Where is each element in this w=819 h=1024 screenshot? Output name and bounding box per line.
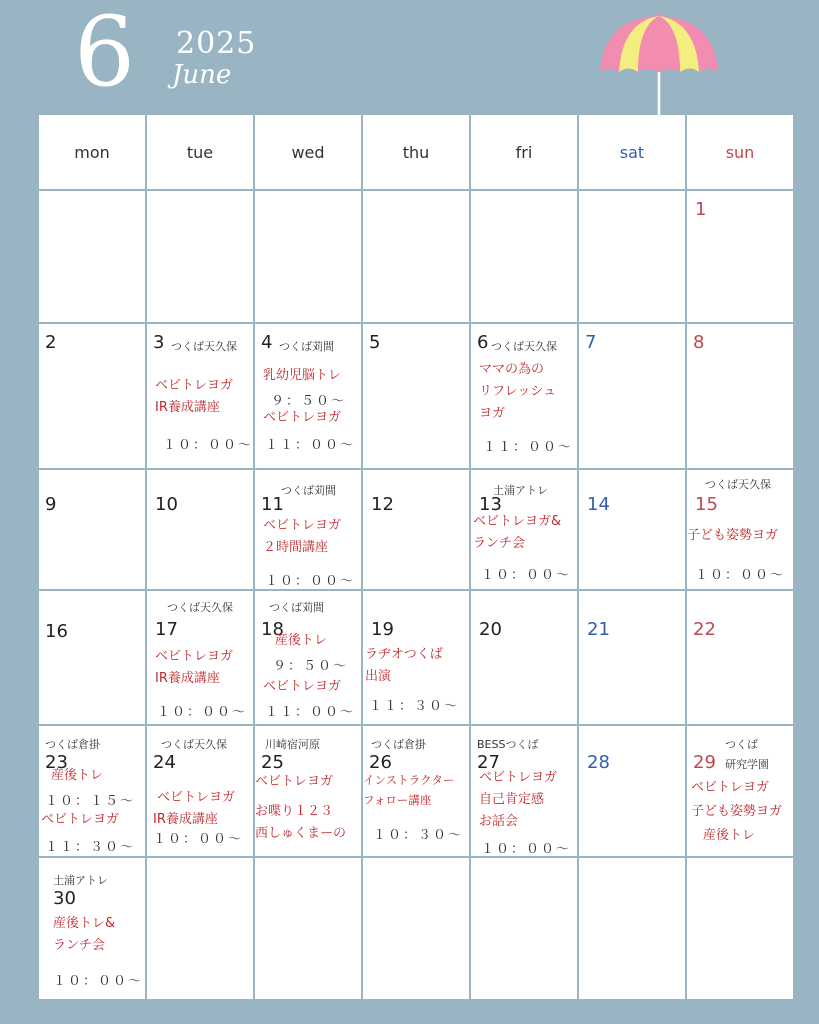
event-title: 出演 [365, 669, 392, 684]
day-number: 22 [693, 619, 716, 640]
weekday-sat: sat [579, 115, 685, 189]
weekday-fri: fri [471, 115, 577, 189]
day-cell-23[interactable] [39, 726, 145, 856]
month-name: June [172, 60, 232, 90]
day-cell-empty [579, 858, 685, 999]
event-title: ベビトレヨガ [155, 378, 234, 393]
event-title: 西しゅくまーの [255, 826, 347, 841]
day-cell-2[interactable] [39, 324, 145, 468]
day-cell-19[interactable] [363, 591, 469, 724]
event-time: ９：５０～ [273, 659, 349, 674]
day-number: 4 [261, 332, 273, 353]
event-title: IR養成講座 [153, 812, 218, 827]
event-title: 子ども姿勢ヨガ [687, 528, 779, 543]
day-cell-26[interactable] [363, 726, 469, 856]
event-location: つくば天久保 [167, 601, 233, 614]
day-number: 11 [261, 494, 284, 515]
day-number: 19 [371, 619, 394, 640]
day-cell-empty [471, 191, 577, 322]
event-location: つくば苅間 [281, 484, 336, 497]
day-number: 20 [479, 619, 502, 640]
day-number: 26 [369, 752, 392, 773]
event-location: つくば天久保 [491, 340, 557, 353]
day-number: 27 [477, 752, 500, 773]
day-cell-empty [363, 191, 469, 322]
event-location: つくば天久保 [171, 340, 237, 353]
event-time: １０：００～ [481, 568, 572, 583]
day-number: 24 [153, 752, 176, 773]
day-number: 21 [587, 619, 610, 640]
day-number: 17 [155, 619, 178, 640]
event-time: ９：５０～ [271, 394, 347, 409]
weekday-sun: sun [687, 115, 793, 189]
event-time: １１：００～ [265, 705, 356, 720]
day-cell-7[interactable] [579, 324, 685, 468]
day-cell-13[interactable] [471, 470, 577, 589]
event-title: 乳幼児脳トレ [263, 368, 342, 383]
event-location: つくば天久保 [705, 478, 771, 491]
event-title: ベビトレヨガ& [473, 514, 562, 529]
event-title: ママの為の [479, 362, 545, 377]
day-cell-1[interactable] [687, 191, 793, 322]
day-cell-empty [255, 191, 361, 322]
day-cell-3[interactable] [147, 324, 253, 468]
day-number: 16 [45, 621, 68, 642]
day-cell-empty [471, 858, 577, 999]
event-title: 子ども姿勢ヨガ [691, 804, 783, 819]
weekday-wed: wed [255, 115, 361, 189]
event-title: 産後トレ [275, 633, 328, 648]
event-title: ランチ会 [53, 938, 106, 953]
day-cell-17[interactable] [147, 591, 253, 724]
event-title: ヨガ [479, 406, 506, 421]
day-cell-21[interactable] [579, 591, 685, 724]
day-number: 28 [587, 752, 610, 773]
weekday-tue: tue [147, 115, 253, 189]
event-title: インストラクター [363, 773, 455, 787]
day-number: 8 [693, 332, 705, 353]
event-time: １０：３０～ [373, 828, 464, 843]
day-cell-24[interactable] [147, 726, 253, 856]
event-location: BESSつくば [477, 738, 539, 751]
event-title: 自己肯定感 [479, 792, 545, 807]
day-cell-empty [255, 858, 361, 999]
calendar-header [0, 0, 819, 116]
year: 2025 [176, 26, 257, 61]
event-time: １１：３０～ [45, 840, 136, 855]
event-title: ベビトレヨガ [263, 679, 342, 694]
day-cell-9[interactable] [39, 470, 145, 589]
day-cell-20[interactable] [471, 591, 577, 724]
day-number: 15 [695, 494, 718, 515]
event-time: １０：００～ [157, 705, 248, 720]
event-location: つくば倉掛 [371, 738, 426, 751]
day-number: 29 [693, 752, 716, 773]
event-title: リフレッシュ [479, 384, 557, 399]
event-title: お喋り１２３ [255, 804, 334, 819]
event-title: IR養成講座 [155, 400, 220, 415]
event-title: ベビトレヨガ [155, 649, 234, 664]
day-cell-12[interactable] [363, 470, 469, 589]
day-cell-18[interactable] [255, 591, 361, 724]
day-cell-10[interactable] [147, 470, 253, 589]
event-title: フォロー講座 [363, 793, 432, 807]
day-cell-27[interactable] [471, 726, 577, 856]
day-cell-4[interactable] [255, 324, 361, 468]
event-title: 産後トレ& [53, 916, 116, 931]
day-cell-empty [147, 858, 253, 999]
day-number: 12 [371, 494, 394, 515]
event-time: １０：００～ [695, 568, 786, 583]
event-time: １０：００～ [53, 974, 144, 989]
event-location: 土浦アトレ [493, 484, 548, 497]
day-cell-30[interactable] [39, 858, 145, 999]
event-location: つくば天久保 [161, 738, 227, 751]
event-location: つくば苅間 [279, 340, 334, 353]
day-cell-16[interactable] [39, 591, 145, 724]
event-title: ベビトレヨガ [479, 770, 558, 785]
event-time: １１：００～ [483, 440, 574, 455]
event-time: １０：００～ [163, 438, 253, 453]
day-number: 3 [153, 332, 165, 353]
day-number: 5 [369, 332, 381, 353]
day-number: 1 [695, 199, 707, 220]
event-title: ベビトレヨガ [255, 774, 334, 789]
event-location: 土浦アトレ [53, 874, 108, 887]
event-time: １０：００～ [265, 574, 356, 589]
calendar-grid [39, 115, 788, 999]
event-title: ランチ会 [473, 536, 526, 551]
day-cell-empty [39, 191, 145, 322]
day-number: 18 [261, 619, 284, 640]
day-cell-29[interactable] [687, 726, 793, 856]
day-cell-empty [363, 858, 469, 999]
day-cell-15[interactable] [687, 470, 793, 589]
day-number: 9 [45, 494, 57, 515]
day-number: 7 [585, 332, 597, 353]
event-title: ベビトレヨガ [41, 812, 120, 827]
day-number: 2 [45, 332, 57, 353]
event-title: ベビトレヨガ [691, 780, 770, 795]
event-location: つくば苅間 [269, 601, 324, 614]
day-number: 14 [587, 494, 610, 515]
event-title: お話会 [479, 814, 519, 829]
day-cell-5[interactable] [363, 324, 469, 468]
weekday-thu: thu [363, 115, 469, 189]
day-number: 30 [53, 888, 76, 909]
event-time: １１：３０～ [369, 699, 460, 714]
day-cell-11[interactable] [255, 470, 361, 589]
event-title: ベビトレヨガ [263, 410, 342, 425]
event-title: ２時間講座 [263, 540, 329, 555]
event-title: 産後トレ [51, 768, 104, 783]
day-cell-empty [687, 858, 793, 999]
day-number: 13 [479, 494, 502, 515]
day-number: 6 [477, 332, 489, 353]
weekday-mon: mon [39, 115, 145, 189]
event-title: ベビトレヨガ [157, 790, 236, 805]
event-time: １１：００～ [265, 438, 356, 453]
event-location: つくば [725, 738, 758, 751]
day-cell-8[interactable] [687, 324, 793, 468]
day-cell-6[interactable] [471, 324, 577, 468]
event-location: 川崎宿河原 [265, 738, 320, 751]
event-location: 研究学園 [725, 758, 769, 771]
day-cell-22[interactable] [687, 591, 793, 724]
event-title: ベビトレヨガ [263, 518, 342, 533]
event-time: １０：１５～ [45, 794, 136, 809]
month-number: 6 [74, 0, 136, 108]
event-title: ラヂオつくば [365, 647, 443, 662]
event-time: １０：００～ [481, 842, 572, 856]
day-cell-25[interactable] [255, 726, 361, 856]
day-number: 10 [155, 494, 178, 515]
day-cell-14[interactable] [579, 470, 685, 589]
day-cell-empty [579, 191, 685, 322]
event-title: 産後トレ [703, 828, 756, 843]
event-location: つくば倉掛 [45, 738, 100, 751]
day-cell-28[interactable] [579, 726, 685, 856]
day-cell-empty [147, 191, 253, 322]
day-number: 25 [261, 752, 284, 773]
event-title: IR養成講座 [155, 671, 220, 686]
event-time: １０：００～ [153, 832, 244, 847]
day-number: 23 [45, 752, 68, 773]
